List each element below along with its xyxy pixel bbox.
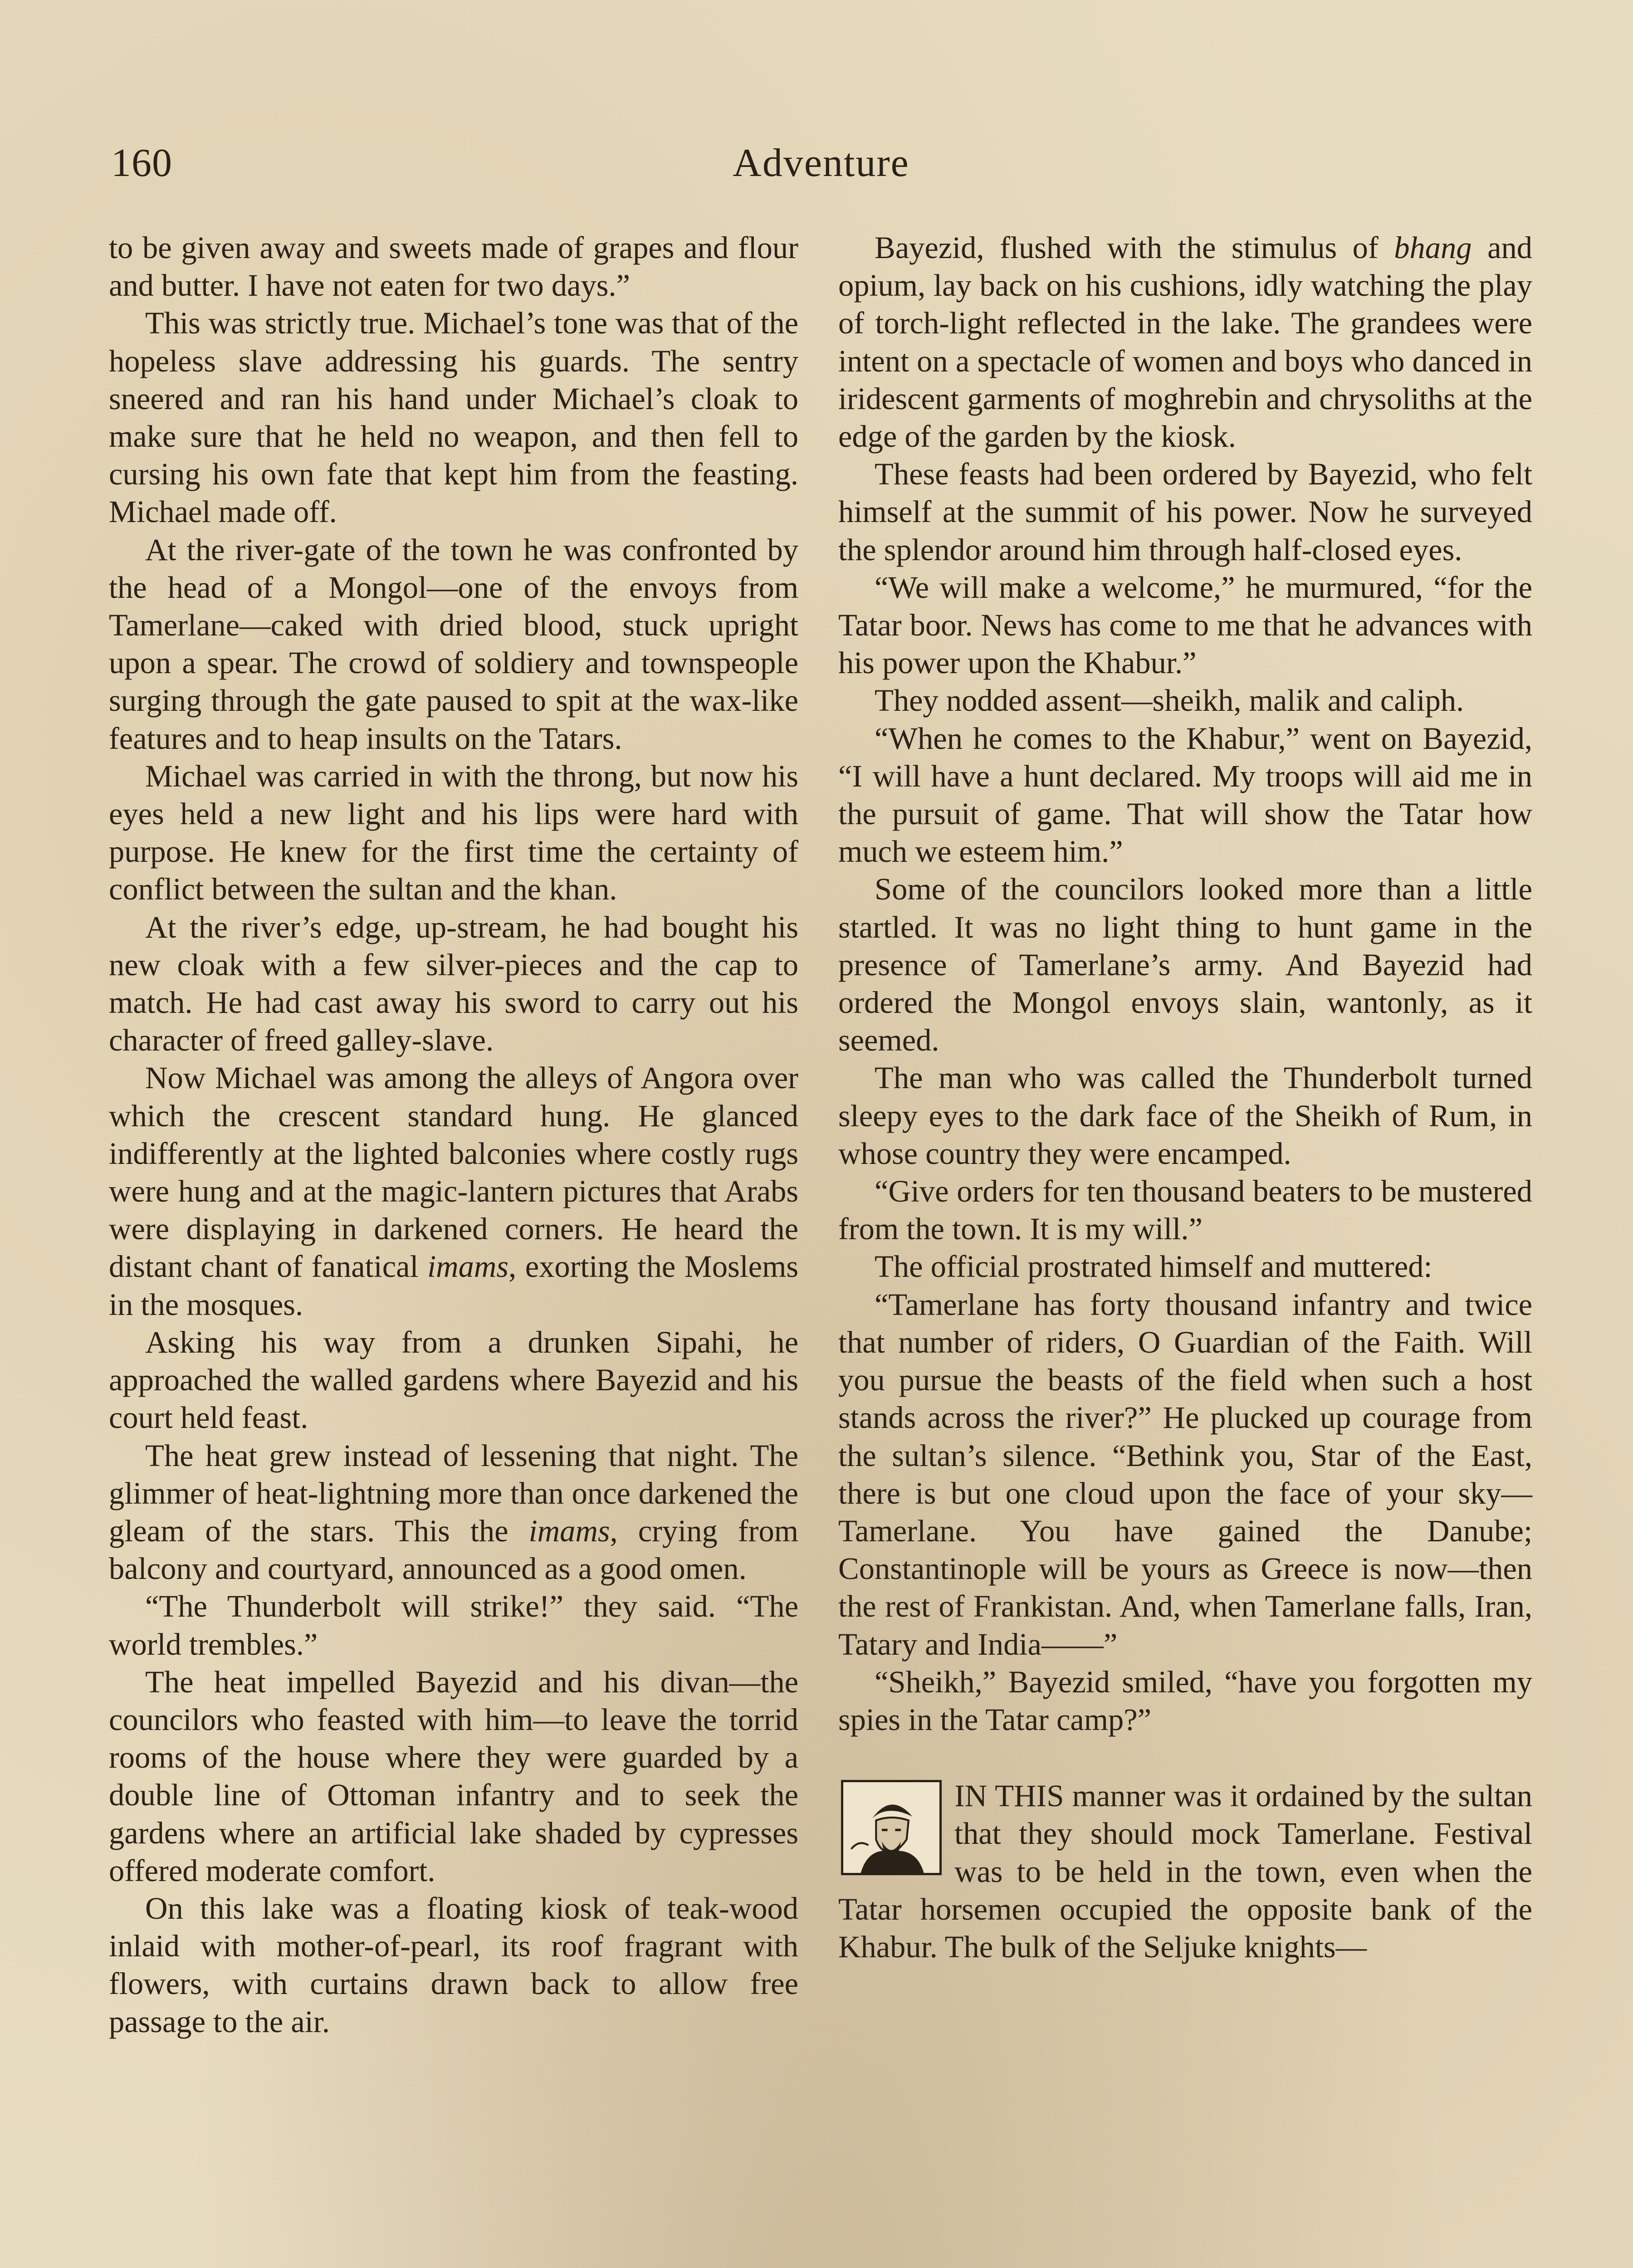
paragraph: “Tamerlane has forty thousand infantry and twice that number of riders, O Guardian of the Faith. Will you pursue the beasts of the field when such a host stands across the river?” He plucked up courage from the sultan’s silence. “Bethink you, Star of the East, there is but one cloud upon the face of your sky—Tamerlane. You have gained the Danube; Constantinople will be yours as Greece is now—then the rest of Frankistan. And, when Tamerlane falls, Iran, Tatary and India——” bbox=[838, 1287, 1532, 1662]
page-header bbox=[111, 136, 1531, 191]
paragraph: They nodded assent—sheikh, malik and caliph. bbox=[875, 683, 1464, 718]
paragraph: This was strictly true. Michael’s tone was that of the hopeless slave addressing his guards. The sentry sneered and ran his hand under Michael’s cloak to make sure that he held no weapon, and then fell to cursing his own fate that kept him from the feasting. Michael made off. bbox=[109, 306, 798, 529]
turbaned-figure-vignette-icon bbox=[841, 1780, 942, 1875]
running-title: Adventure bbox=[733, 141, 909, 185]
paragraph: The heat impelled Bayezid and his divan—the councilors who feasted with him—to leave the torrid rooms of the house where they were guarded by a double line of Ottoman infantry and to seek the gardens where an artificial lake shaded by cypresses offered moderate comfort. bbox=[109, 1664, 798, 1888]
left-column bbox=[109, 229, 798, 2041]
paragraph: “When he comes to the Khabur,” went on Bayezid, “I will have a hunt declared. My troops will aid me in the pursuit of game. That will show the Tatar how much we esteem him.” bbox=[838, 721, 1532, 869]
paragraph: “We will make a welcome,” he murmured, “for the Tatar boor. News has come to me that he advances with his power upon the Khabur.” bbox=[838, 570, 1532, 680]
paragraph: At the river’s edge, up-stream, he had bought his new cloak with a few silver-pieces and the cap to match. He had cast away his sword to carry out his character of freed galley-slave. bbox=[109, 909, 798, 1058]
paragraph: The man who was called the Thunderbolt turned sleepy eyes to the dark face of the Sheikh of Rum, in whose country they were encamped. bbox=[838, 1061, 1532, 1171]
paragraph: Bayezid, flushed with the stimulus of bhang and opium, lay back on his cushions, idly watching the play of torch-light reflected in the lake. The grandees were intent on a spectacle of women and boys who danced in iridescent garments of moghrebin and chrysoliths at the edge of the garden by the kiosk. bbox=[838, 230, 1532, 454]
paragraph: “Sheikh,” Bayezid smiled, “have you forgotten my spies in the Tatar camp?” bbox=[838, 1664, 1532, 1737]
paragraph: These feasts had been ordered by Bayezid, who felt himself at the summit of his power. Now he surveyed the splendor around him through half-closed eyes. bbox=[838, 457, 1532, 567]
section-text: IN THIS manner was it ordained by the sultan that they should mock Tamerlane. Festival was to be held in the town, even when the Tatar horsemen occupied the opposite bank of the Khabur. The bulk of the Seljuke knights— bbox=[838, 1779, 1532, 1964]
paragraph: The heat grew instead of lessening that night. The glimmer of heat-lightning more than once darkened the gleam of the stars. This the imams, crying from balcony and courtyard, announced as a good omen. bbox=[109, 1438, 799, 1586]
paragraph: “The Thunderbolt will strike!” they said. “The world trembles.” bbox=[109, 1589, 798, 1662]
paragraph: “Give orders for ten thousand beaters to be mustered from the town. It is my will.” bbox=[838, 1174, 1532, 1246]
paragraph: Michael was carried in with the throng, but now his eyes held a new light and his lips were hard with purpose. He knew for the first time the certainty of conflict between the sultan and the khan. bbox=[109, 758, 798, 907]
paragraph: Asking his way from a drunken Sipahi, he approached the walled gardens where Bayezid and his court held feast. bbox=[109, 1325, 798, 1435]
section-paragraph bbox=[838, 1777, 1532, 1966]
paragraph: On this lake was a floating kiosk of teak-wood inlaid with mother-of-pearl, its roof fragrant with flowers, with curtains drawn back to allow free passage to the air. bbox=[109, 1891, 798, 2039]
page-number: 160 bbox=[111, 141, 172, 185]
right-column bbox=[838, 229, 1532, 1966]
paragraph: to be given away and sweets made of grapes and flour and butter. I have not eaten for two days.” bbox=[109, 230, 798, 303]
paragraph: At the river-gate of the town he was confronted by the head of a Mongol—one of the envoys from Tamerlane—caked with dried blood, stuck upright upon a spear. The crowd of soldiery and townspeople surging through the gate paused to spit at the wax-like features and to heap insults on the Tatars. bbox=[109, 532, 798, 756]
paragraph: Now Michael was among the alleys of Angora over which the crescent standard hung. He glanced indifferently at the lighted balconies where costly rugs were hung and at the magic-lantern pictures that Arabs were displaying in darkened corners. He heard the distant chant of fanatical imams, exorting the Moslems in the mosques. bbox=[109, 1061, 799, 1322]
paragraph: Some of the councilors looked more than a little startled. It was no light thing to hunt game in the presence of Tamerlane’s army. And Bayezid had ordered the Mongol envoys slain, wantonly, as it seemed. bbox=[838, 872, 1532, 1058]
paragraph: The official prostrated himself and muttered: bbox=[875, 1249, 1433, 1284]
